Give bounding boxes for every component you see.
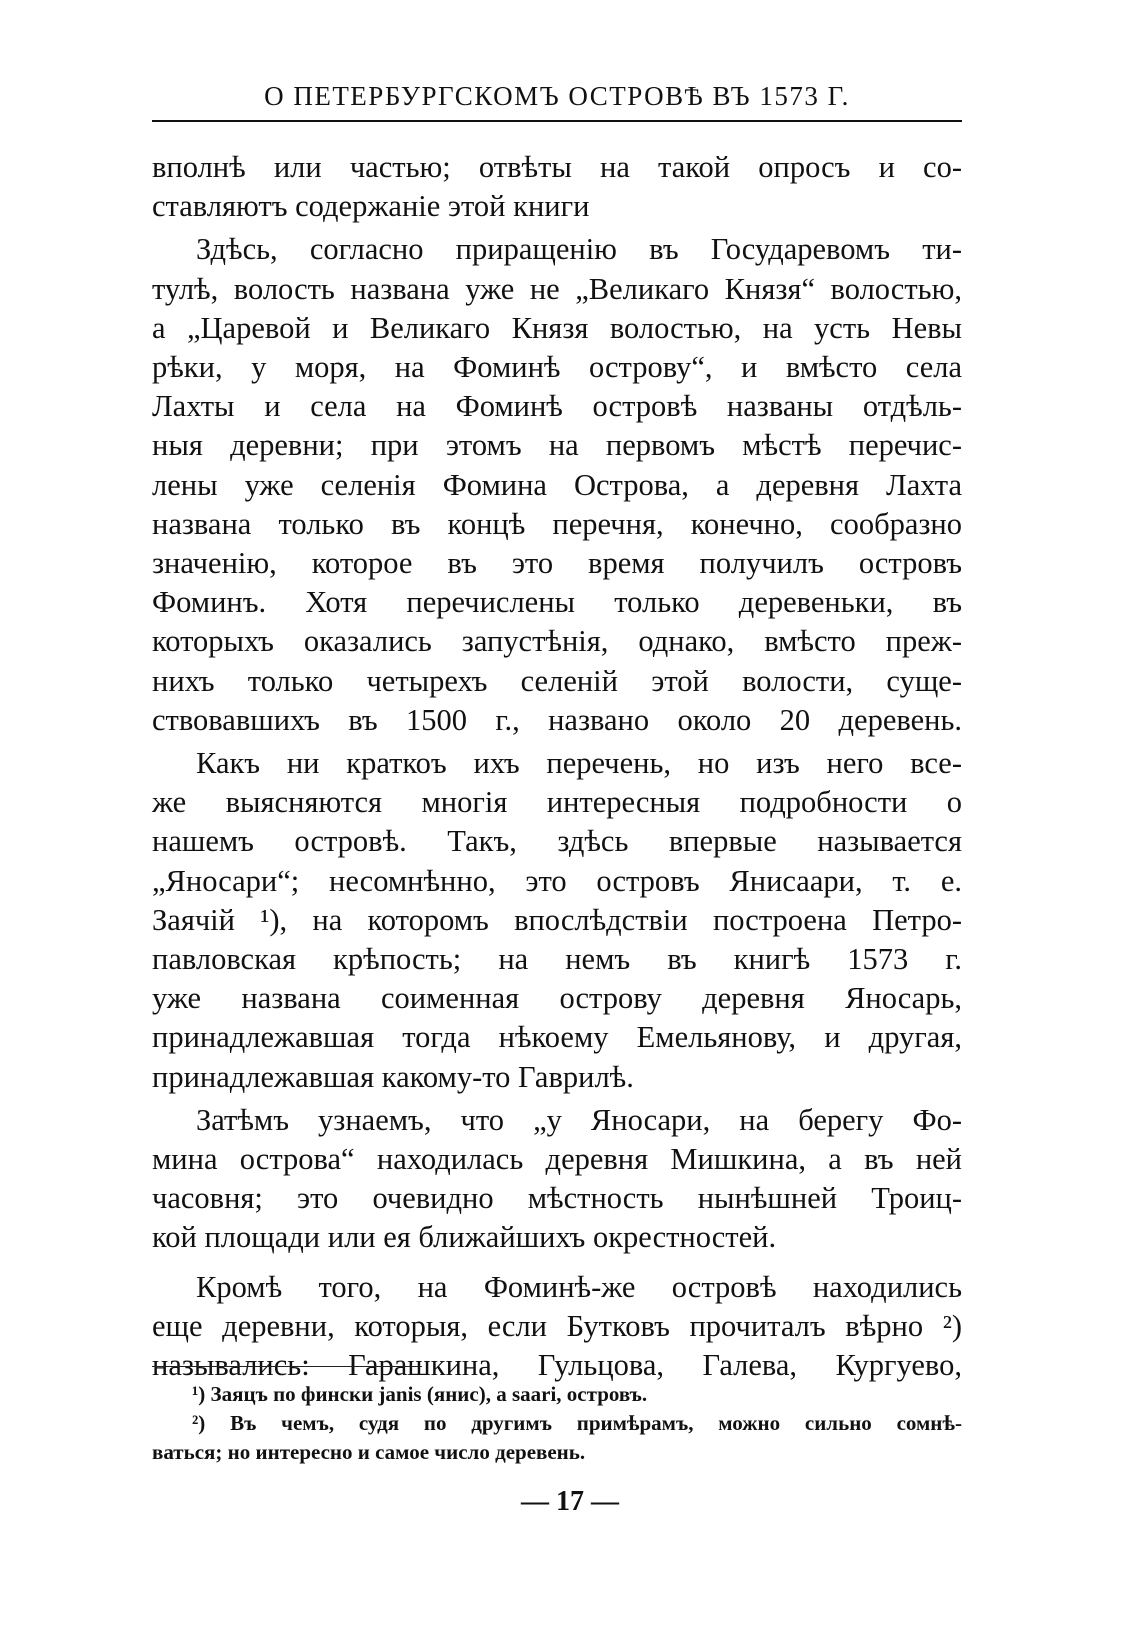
paragraph-2 [152, 230, 962, 740]
footnote-2-continuation: ваться; но интересно и самое число деревень. [152, 1440, 586, 1464]
paragraph-3 [152, 744, 962, 1097]
text-line: павловская крѣпость; на немъ въ книгѣ 1573 г. [152, 942, 962, 977]
text-line: значенію, которое въ это время получилъ островъ [152, 546, 962, 581]
footnote-rule [152, 1366, 422, 1367]
text-line: Лахты и села на Фоминѣ островѣ названы отдѣль- [152, 389, 962, 424]
text-line: же выясняются многія интересныя подробности о [152, 785, 962, 820]
paragraph-1 [152, 148, 962, 226]
paragraph-4 [152, 1101, 962, 1258]
text-line: нашемъ островѣ. Такъ, здѣсь впервые называется [152, 824, 962, 859]
page-number: — 17 — [521, 1486, 619, 1517]
text-line: тулѣ, волость названа уже не „Великаго Князя“ волостью, [152, 271, 962, 306]
text-line: вполнѣ или частью; отвѣты на такой опросъ и со- [152, 150, 962, 184]
text-line: мина острова“ находилась деревня Мишкина, а въ ней [152, 1142, 962, 1177]
text-line: Кромѣ того, на Фоминѣ-же островѣ находились [196, 1269, 962, 1304]
text-line: „Яносари“; несомнѣнно, это островъ Янисаари, т. е. [152, 863, 962, 898]
text-line: а „Царевой и Великаго Князя волостью, на усть Невы [152, 310, 962, 345]
footnotes [152, 1380, 962, 1467]
body-text [152, 148, 962, 1385]
text-line: названа только въ концѣ перечня, конечно, сообразно [152, 506, 962, 541]
text-line: Затѣмъ узнаемъ, что „у Яносари, на берегу Фо- [196, 1102, 962, 1137]
text-line: принадлежавшая какому-то Гаврилѣ. [152, 1059, 634, 1094]
text-line: нихъ только четырехъ селеній этой волости, суще- [152, 663, 962, 698]
text-line: лены уже селенія Фомина Острова, а деревня Лахта [152, 467, 962, 502]
text-line: Какъ ни краткоъ ихъ перечень, но изъ него все- [196, 746, 962, 781]
text-line: ствовавшихъ въ 1500 г., названо около 20 деревень. [152, 702, 962, 737]
text-line: еще деревни, которыя, если Бутковъ прочиталъ вѣрно ²) [152, 1308, 962, 1343]
text-line: Здѣсь, согласно приращенію въ Государевомъ ти- [196, 232, 962, 267]
text-line: Заячій ¹), на которомъ впослѣдствіи построена Петро- [152, 902, 962, 937]
running-title: О ПЕТЕРБУРГСКОМЪ ОСТРОВѢ ВЪ 1573 Г. [264, 81, 850, 111]
text-line: уже названа соименная острову деревня Яносарь, [152, 981, 962, 1016]
footnote-1: ¹) Заяцъ по фински janis (янис), а saari, островъ. [192, 1382, 648, 1406]
footnote-2: ²) Въ чемъ, судя по другимъ примѣрамъ, можно сильно сомнѣ- [192, 1411, 962, 1435]
text-line: ставляютъ содержаніе этой книги [152, 189, 590, 224]
paragraph-5 [152, 1268, 962, 1386]
text-line: рѣки, у моря, на Фоминѣ острову“, и вмѣсто села [152, 350, 962, 385]
text-line: которыхъ оказались запустѣнія, однако, вмѣсто преж- [152, 624, 962, 659]
text-line: Фоминъ. Хотя перечислены только деревеньки, въ [152, 585, 962, 620]
text-line: назывались: Гарашкина, Гульцова, Галева, Кургуево, [152, 1348, 962, 1383]
header-rule [152, 120, 962, 122]
text-line: ныя деревни; при этомъ на первомъ мѣстѣ перечис- [152, 428, 962, 463]
text-line: часовня; это очевидно мѣстность нынѣшней Троиц- [152, 1181, 962, 1216]
text-line: принадлежавшая тогда нѣкоему Емельянову, и другая, [152, 1020, 962, 1055]
text-line: кой площади или ея ближайшихъ окрестностей. [152, 1220, 777, 1255]
